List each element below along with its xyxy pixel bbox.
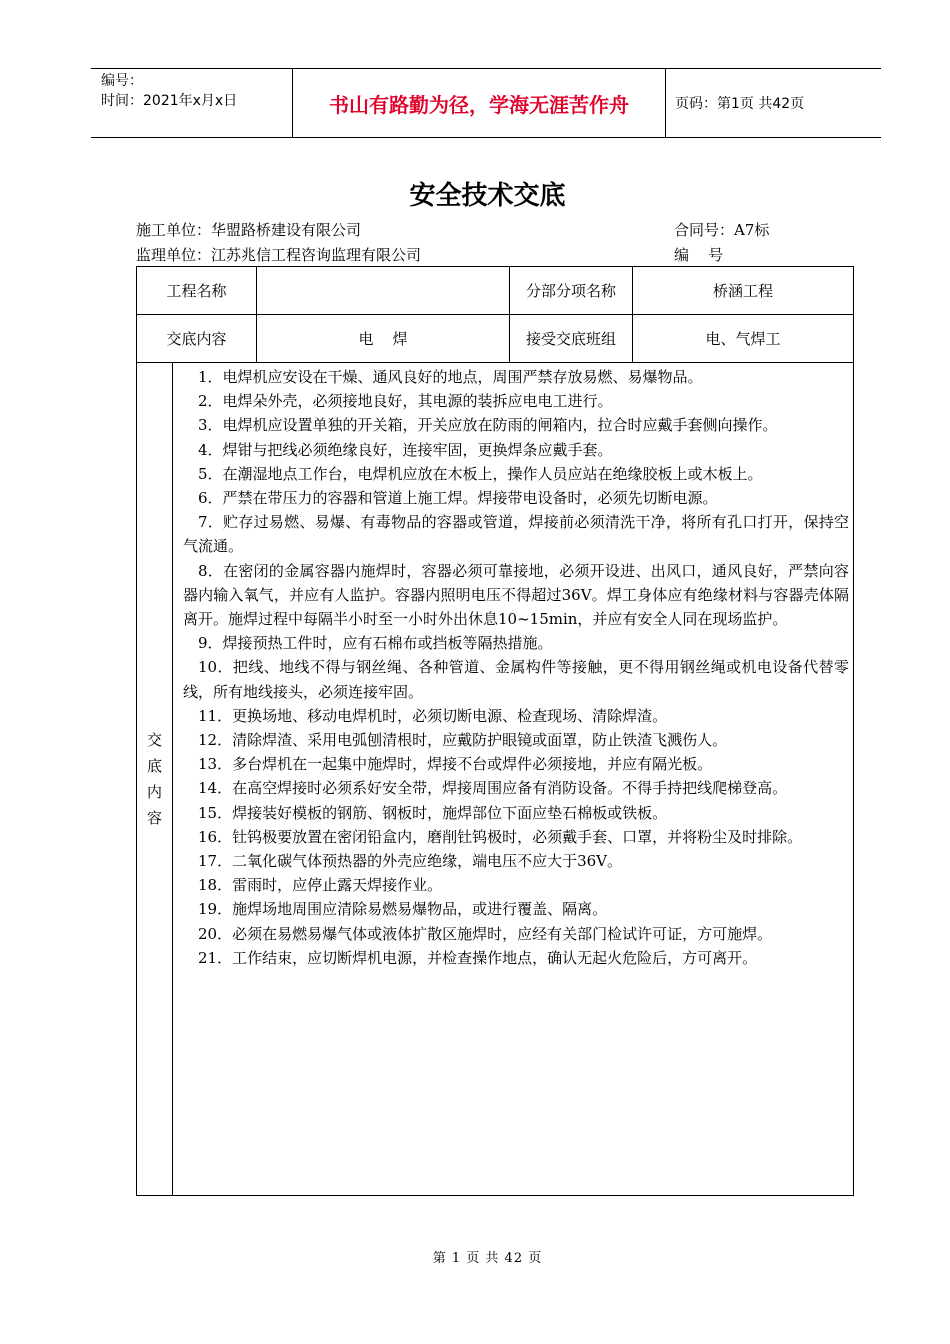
page-header (91, 68, 881, 138)
list-item: 19．施焊场地周围应清除易燃易爆物品，或进行覆盖、隔离。 (198, 900, 608, 919)
subproject-value: 桥涵工程 (632, 267, 853, 314)
table-row (137, 267, 853, 315)
safety-briefing-table (136, 266, 854, 1196)
page-footer: 第 1 页 共 42 页 (432, 1251, 543, 1266)
header-divider (665, 69, 666, 137)
list-item: 4．焊钳与把线必须绝缘良好，连接牢固，更换焊条应戴手套。 (198, 440, 613, 459)
team-value: 电、气焊工 (632, 315, 853, 362)
list-item: 12．清除焊渣、采用电弧刨清根时，应戴防护眼镜或面罩，防止铁渣飞溅伤人。 (198, 731, 728, 750)
list-item: 3．电焊机应设置单独的开关箱，开关应放在防雨的闸箱内，拉合时应戴手套侧向操作。 (198, 416, 778, 435)
content-label: 交底内容 (166, 330, 227, 348)
list-item: 21．工作结束，应切断焊机电源，并检查操作地点，确认无起火危险后，方可离开。 (198, 948, 758, 967)
list-item: 6．严禁在带压力的容器和管道上施工焊。焊接带电设备时，必须先切断电源。 (198, 489, 718, 508)
contract-number: 合同号：A7标 (674, 221, 770, 239)
list-item: 20．必须在易燃易爆气体或液体扩散区施焊时，应经有关部门检试许可证，方可施焊。 (198, 924, 773, 943)
number-label: 编号： (101, 73, 143, 89)
list-item: 11．更换场地、移动电焊机时，必须切断电源、检查现场、清除焊渣。 (198, 706, 668, 725)
team-label: 接受交底班组 (509, 315, 632, 362)
list-item: 10．把线、地线不得与钢丝绳、各种管道、金属构件等接触，更不得用钢丝绳或机电设备代替零线，所有地线接头，必须连接牢固。 (183, 658, 849, 701)
briefing-items (183, 365, 849, 970)
list-item: 15．焊接装好模板的钢筋、钢板时，施焊部位下面应垫石棉板或铁板。 (198, 803, 668, 822)
list-item: 13．多台焊机在一起集中施焊时，焊接不台或焊件必须接地，并应有隔光板。 (198, 755, 713, 774)
supervision-unit: 监理单位：江苏兆信工程咨询监理有限公司 (136, 246, 422, 264)
list-item: 16．钍钨极要放置在密闭铅盒内，磨削钍钨极时，必须戴手套、口罩，并将粉尘及时排除。 (198, 827, 803, 846)
side-label (137, 363, 173, 1195)
time-label: 时间：2021年x月x日 (101, 93, 238, 109)
serial-number-label: 编 号 (674, 246, 724, 264)
list-item: 18．雷雨时，应停止露天焊接作业。 (198, 876, 443, 895)
list-item: 7．贮存过易燃、易爆、有毒物品的容器或管道，焊接前必须清洗干净，将所有孔口打开，保持空气流通。 (183, 513, 849, 556)
construction-unit: 施工单位：华盟路桥建设有限公司 (136, 221, 362, 239)
subproject-label: 分部分项名称 (509, 267, 632, 314)
list-item: 1．电焊机应安设在干燥、通风良好的地点，周围严禁存放易燃、易爆物品。 (198, 368, 703, 386)
project-name-value (256, 267, 509, 314)
list-item: 14．在高空焊接时必须系好安全带，焊接周围应备有消防设备。不得手持把线爬梯登高。 (198, 779, 788, 798)
page-info: 页码：第1页 共42页 (675, 96, 805, 112)
side-label-text: 交底内容 (146, 731, 162, 827)
list-item: 2．电焊朵外壳，必须接地良好，其电源的装拆应电电工进行。 (198, 392, 613, 411)
list-item: 5．在潮湿地点工作台，电焊机应放在木板上，操作人员应站在绝缘胶板上或木板上。 (198, 464, 763, 483)
content-value: 电 焊 (256, 315, 509, 362)
document-title: 安全技术交底 (409, 181, 566, 211)
header-left (101, 71, 291, 111)
list-item: 17．二氧化碳气体预热器的外壳应绝缘，端电压不应大于36V。 (198, 852, 623, 871)
motto: 书山有路勤为径，学海无涯苦作舟 (329, 92, 629, 117)
project-name-label: 工程名称 (166, 282, 227, 300)
list-item: 9．焊接预热工件时，应有石棉布或挡板等隔热措施。 (198, 634, 553, 653)
table-row (137, 315, 853, 363)
list-item: 8．在密闭的金属容器内施焊时，容器必须可靠接地，必须开设进、出风口，通风良好，严禁向容器内输入氧气，并应有人监护。容器内照明电压不得超过36V。焊工身体应有绝缘材料与容器壳体隔离开。施焊过程中每隔半小时至一小时外出休息10~15min，并应有安全人同在现场监护。 (183, 561, 849, 629)
